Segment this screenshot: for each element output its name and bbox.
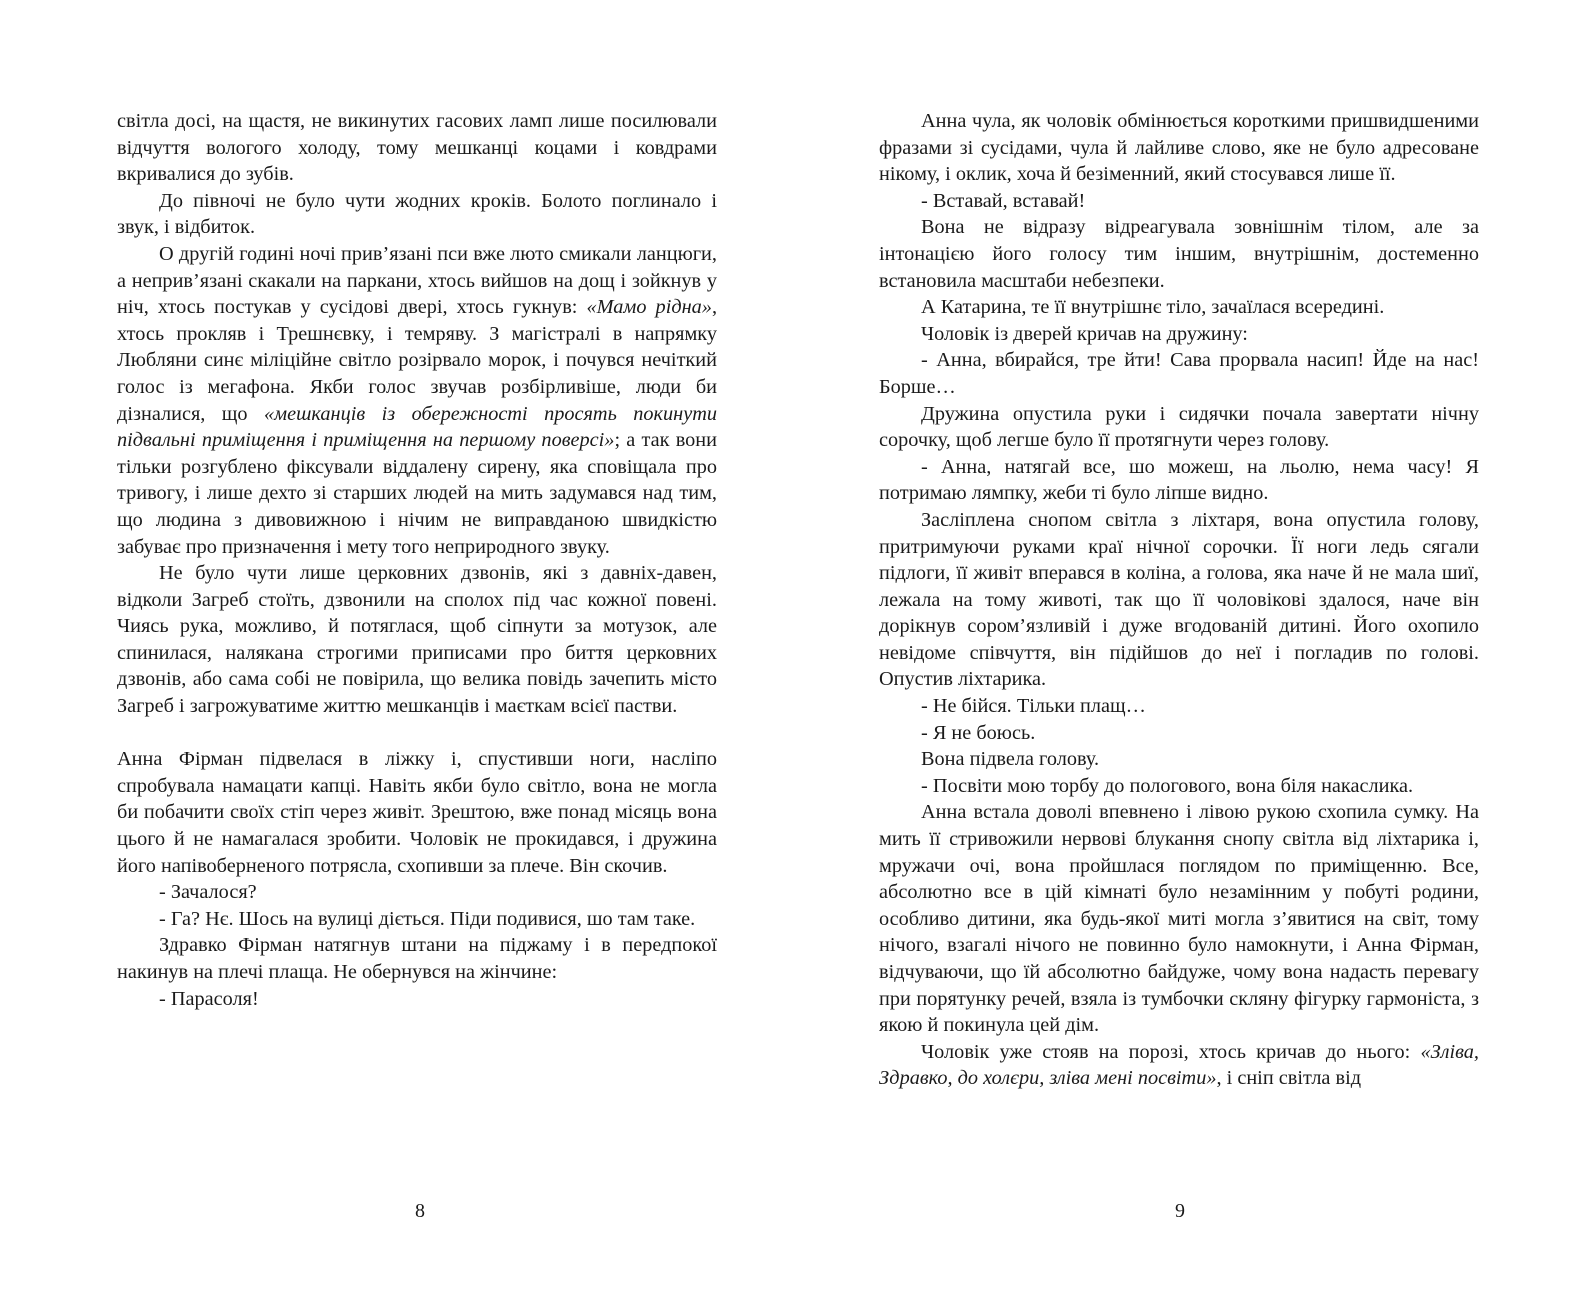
dialogue-line: - Га? Нє. Шось на вулиці діється. Піди подивися, шо там таке. bbox=[159, 907, 696, 930]
paragraph: Не було чути лише церковних дзвонів, які з давніх-давен, відколи Загреб стоїть, дзвонили на сполох під час кожної повені. Чиясь рука, можливо, й потяглася, щоб сіпнути за мотузок, але спинилася, налякана строгими приписами про биття церковних дзвонів, або сама собі не повірила, що велика повідь зачепить місто Загреб і загрожуватиме життю мешканців і маєткам всієї пастви. bbox=[117, 562, 717, 718]
dialogue-line: - Вставай, вставай! bbox=[921, 189, 1086, 212]
paragraph: світла досі, на щастя, не викинутих гасових ламп лише посилювали відчуття вологого холоду, тому мешканці коцами і ковдрами вкривалися до зубів. bbox=[117, 110, 717, 186]
paragraph: Чоловік із дверей кричав на дружину: bbox=[921, 322, 1248, 345]
dialogue-line: - Зачалося? bbox=[159, 881, 257, 904]
paragraph: Вона не відразу відреагувала зовнішнім тілом, але за інтонацією його голосу тим іншим, внутрішнім, достеменно встановила масштаби небезпеки. bbox=[879, 216, 1479, 292]
paragraph: Анна чула, як чоловік обмінюється короткими пришвидшеними фразами зі сусідами, чула й лайливе слово, яке не було адресоване нікому, і оклик, хоча й безіменний, який стосувався лише її. bbox=[879, 110, 1479, 186]
paragraph: Анна Фірман підвелася в ліжку і, спустивши ноги, насліпо спробувала намацати капці. Навіть якби було світло, вона не могла би побачити своїх стіп через живіт. Зрештою, вже понад місяць вона цього й не намагалася зробити. Чоловік не прокидався, і дружина його напівоберненого потрясла, схопивши за плече. Він скочив. bbox=[117, 748, 717, 877]
dialogue-line: - Не бійся. Тільки плащ… bbox=[921, 695, 1146, 718]
text-run: , хтось прокляв і Трешнєвку, і темряву. З магістралі в напрямку Любляни синє міліційне світло розірвало морок, і почувся нечіткий голос із мегафона. Якби голос звучав розбірливіше, люди би дізналися, що bbox=[117, 296, 718, 425]
page-number-right: 9 bbox=[1175, 1200, 1185, 1222]
dialogue-line: - Анна, натягай все, шо можеш, на льолю, нема часу! Я потримаю лямпку, жеби ті було ліпше видно. bbox=[879, 455, 1479, 505]
page-number-left: 8 bbox=[415, 1200, 425, 1222]
italic-quote: «Мамо рідна» bbox=[586, 296, 712, 319]
text-run: ; а так вони тільки розгублено фіксували віддалену сирену, яка сповіщала про тривогу, і лише дехто зі старших людей на мить задумався над тим, що людина з дивовижною і нічим не виправданою швидкістю забуває про призначення і мету того неприродного звуку. bbox=[117, 429, 717, 558]
text-run: О другій годині ночі прив’язані пси вже люто смикали ланцюги, а неприв’язані скакали на паркани, хтось вийшов на дощ і зойкнув у ніч, хтось постукав у сусідові двері, хтось гукнув: bbox=[117, 242, 717, 319]
paragraph bbox=[117, 241, 717, 560]
paragraph: Вона підвела голову. bbox=[921, 748, 1100, 771]
italic-quote: «Зліва, Здравко, до холєри, зліва мені посвіти» bbox=[879, 1040, 1479, 1090]
dialogue-line: - Я не боюсь. bbox=[921, 721, 1036, 744]
right-page-text bbox=[879, 108, 1479, 1092]
dialogue-line: - Парасоля! bbox=[159, 987, 259, 1010]
paragraph: До півночі не було чути жодних кроків. Болото поглинало і звук, і відбиток. bbox=[117, 189, 717, 239]
paragraph bbox=[879, 1039, 1479, 1092]
left-page-text bbox=[117, 108, 717, 1012]
dialogue-line: - Посвіти мою торбу до пологового, вона біля накаслика. bbox=[921, 774, 1414, 797]
text-run: , і сніп світла від bbox=[1216, 1067, 1362, 1090]
paragraph: Дружина опустила руки і сидячки почала завертати нічну сорочку, щоб легше було її протягнути через голову. bbox=[879, 402, 1479, 452]
paragraph: Анна встала доволі впевнено і лівою рукою схопила сумку. На мить її стривожили нервові блукання снопу світла від ліхтарика і, мружачи очі, вона пройшлася поглядом по приміщенню. Все, абсолютно все в цій кімнаті було незамінним у побуті родини, особливо дитини, яка будь-якої миті могла з’явитися на світ, тому нічого, взагалі нічого не повинно було намокнути, і Анна Фірман, відчуваючи, що їй абсолютно байдуже, чому вона надасть перевагу при порятунку речей, взяла із тумбочки скляну фігурку гармоніста, з якою й покинула цей дім. bbox=[879, 801, 1479, 1037]
section-break bbox=[117, 720, 717, 747]
paragraph: Здравко Фірман натягнув штани на піджаму і в передпокої накинув на плечі плаща. Не обернувся на жінчине: bbox=[117, 934, 717, 983]
dialogue-line: - Анна, вбирайся, тре йти! Сава прорвала насип! Йде на нас! Борше… bbox=[879, 349, 1479, 398]
paragraph: Засліплена снопом світла з ліхтаря, вона опустила голову, притримуючи руками краї нічної сорочки. Її ноги ледь сягали підлоги, її живіт вперався в коліна, а голова, яка наче й не мала шиї, лежала на тому животі, так що її чоловікові здалося, наче він дорікнув сором’язливій і дуже вгодованій дитині. Його охопило невідоме співчуття, він підійшов до неї і погладив по голові. Опустив ліхтарика. bbox=[879, 508, 1479, 691]
text-run: Чоловік уже стояв на порозі, хтось кричав до нього: bbox=[921, 1040, 1421, 1063]
paragraph: А Катарина, те її внутрішнє тіло, зачаїлася всередині. bbox=[921, 296, 1385, 319]
italic-quote: «мешканців із обережності просять покинути підвальні приміщення і приміщення на першому поверсі» bbox=[117, 402, 717, 452]
